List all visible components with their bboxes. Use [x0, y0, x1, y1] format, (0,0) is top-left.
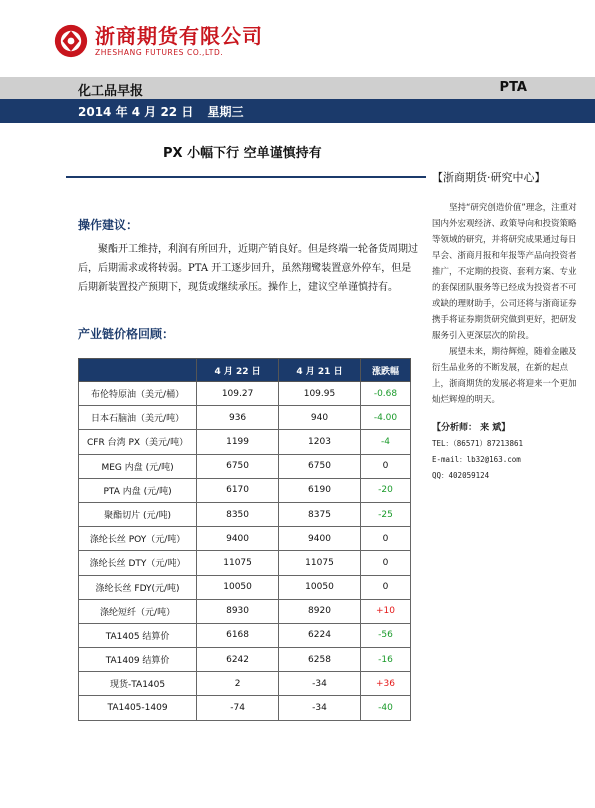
- table-row: [79, 478, 411, 502]
- table-row: [79, 527, 411, 551]
- apr22-value-cell: 8350: [197, 502, 279, 526]
- item-name-cell: 现货-TA1405: [79, 672, 197, 696]
- item-name-cell: TA1405-1409: [79, 696, 197, 720]
- change-value-cell: +10: [360, 599, 410, 623]
- change-value-cell: 0: [360, 527, 410, 551]
- report-category-band: [0, 77, 595, 99]
- table-row: [79, 502, 411, 526]
- table-row: [79, 551, 411, 575]
- apr21-value-cell: 8920: [279, 599, 361, 623]
- item-name-cell: TA1409 结算价: [79, 648, 197, 672]
- change-value-cell: 0: [360, 575, 410, 599]
- apr22-value-cell: 6750: [197, 454, 279, 478]
- analyst-email: E-mail：lb32@163.com: [432, 455, 521, 464]
- sidebar-paragraph-2: 展望未来，期待辉煌，随着金融及衍生品业务的不断发展，在新的起点上，浙商期货的发展必将迎来一个更加灿烂辉煌的明天。: [432, 347, 577, 405]
- item-name-cell: MEG 内盘 (元/吨): [79, 454, 197, 478]
- header-item: [79, 359, 197, 382]
- table-row: [79, 648, 411, 672]
- report-date-band: [0, 99, 595, 123]
- table-row: [79, 575, 411, 599]
- apr21-value-cell: 8375: [279, 502, 361, 526]
- change-value-cell: -4.00: [360, 406, 410, 430]
- change-value-cell: -4: [360, 430, 410, 454]
- header-change: 涨跌幅: [360, 359, 410, 382]
- company-name-cn: 浙商期货有限公司: [95, 24, 263, 48]
- item-name-cell: 日本石脑油（美元/吨）: [79, 406, 197, 430]
- header-apr21: 4 月 21 日: [279, 359, 361, 382]
- table-row: [79, 696, 411, 720]
- logo-emblem-icon: [54, 24, 88, 58]
- apr22-value-cell: 109.27: [197, 382, 279, 406]
- report-date-weekday: 星期三: [207, 105, 244, 119]
- apr22-value-cell: 6168: [197, 623, 279, 647]
- apr22-value-cell: 936: [197, 406, 279, 430]
- report-date-day: 2014 年 4 月 22 日: [78, 105, 194, 119]
- advice-title: 操作建议：: [78, 218, 139, 232]
- report-category: 化工品早报: [78, 84, 144, 99]
- analyst-qq: QQ：402059124: [432, 471, 490, 480]
- item-name-cell: 涤纶长丝 FDY(元/吨): [79, 575, 197, 599]
- apr21-value-cell: 6750: [279, 454, 361, 478]
- sidebar-paragraph-1: 坚持“研究创造价值”理念，注重对国内外宏观经济、政策导向和投资策略等领域的研究，并将研究成果通过每日早会、浙商月报和年报等产品向投资者推广，不定期的投资、套利方案、专业的套保团队服务等已经成为投资者不可或缺的理财助手，公司还将与浙商证券携手将证券期货研究做到更好，把研发服务引入更深层次的阶段。: [432, 203, 577, 341]
- change-value-cell: +36: [360, 672, 410, 696]
- apr21-value-cell: 11075: [279, 551, 361, 575]
- price-table: [78, 358, 411, 721]
- apr21-value-cell: 6224: [279, 623, 361, 647]
- item-name-cell: 聚酯切片 (元/吨): [79, 502, 197, 526]
- apr22-value-cell: 1199: [197, 430, 279, 454]
- apr22-value-cell: -74: [197, 696, 279, 720]
- apr22-value-cell: 11075: [197, 551, 279, 575]
- table-row: [79, 454, 411, 478]
- apr21-value-cell: -34: [279, 696, 361, 720]
- report-date: [78, 103, 254, 120]
- table-row: [79, 406, 411, 430]
- item-name-cell: 涤纶长丝 POY（元/吨）: [79, 527, 197, 551]
- table-row: [79, 623, 411, 647]
- apr22-value-cell: 8930: [197, 599, 279, 623]
- company-logo: [54, 24, 263, 58]
- change-value-cell: -20: [360, 478, 410, 502]
- apr22-value-cell: 9400: [197, 527, 279, 551]
- item-name-cell: PTA 内盘 (元/吨): [79, 478, 197, 502]
- table-row: [79, 430, 411, 454]
- apr22-value-cell: 2: [197, 672, 279, 696]
- change-value-cell: -40: [360, 696, 410, 720]
- change-value-cell: -0.68: [360, 382, 410, 406]
- apr21-value-cell: 109.95: [279, 382, 361, 406]
- price-table-header: [79, 359, 411, 382]
- header-apr22: 4 月 22 日: [197, 359, 279, 382]
- apr21-value-cell: 10050: [279, 575, 361, 599]
- apr21-value-cell: 940: [279, 406, 361, 430]
- apr21-value-cell: 6258: [279, 648, 361, 672]
- item-name-cell: CFR 台湾 PX（美元/吨）: [79, 430, 197, 454]
- sidebar-title: 【浙商期货·研究中心】: [432, 171, 546, 184]
- item-name-cell: TA1405 结算价: [79, 623, 197, 647]
- table-row: [79, 382, 411, 406]
- apr21-value-cell: 9400: [279, 527, 361, 551]
- change-value-cell: 0: [360, 551, 410, 575]
- apr22-value-cell: 10050: [197, 575, 279, 599]
- change-value-cell: 0: [360, 454, 410, 478]
- advice-text: 聚酯开工维持，利润有所回升，近期产销良好。但是终端一轮备货周期过后，后期需求或将转弱。PTA 开工逐步回升，虽然翔鹭装置意外停车，但是后期新装置投产预期下，现货或继续承压。操作上，建议空单谨慎持有。: [78, 244, 418, 293]
- headline-divider: [66, 176, 426, 178]
- item-name-cell: 涤纶短纤（元/吨）: [79, 599, 197, 623]
- analyst-name: 【分析师： 来 斌】: [432, 423, 511, 433]
- change-value-cell: -25: [360, 502, 410, 526]
- apr22-value-cell: 6242: [197, 648, 279, 672]
- report-headline: PX 小幅下行 空单谨慎持有: [163, 146, 322, 161]
- apr21-value-cell: -34: [279, 672, 361, 696]
- apr21-value-cell: 6190: [279, 478, 361, 502]
- apr22-value-cell: 6170: [197, 478, 279, 502]
- table-row: [79, 672, 411, 696]
- report-product: PTA: [499, 80, 527, 95]
- change-value-cell: -16: [360, 648, 410, 672]
- change-value-cell: -56: [360, 623, 410, 647]
- item-name-cell: 布伦特原油（美元/桶）: [79, 382, 197, 406]
- research-center-sidebar: [432, 170, 582, 484]
- price-review-title: 产业链价格回顾：: [78, 327, 175, 341]
- table-row: [79, 599, 411, 623]
- item-name-cell: 涤纶长丝 DTY（元/吨）: [79, 551, 197, 575]
- analyst-contact: [432, 420, 582, 484]
- analyst-tel: TEL：（86571）87213861: [432, 439, 523, 448]
- company-name-en: ZHESHANG FUTURES CO.,LTD.: [95, 48, 224, 57]
- apr21-value-cell: 1203: [279, 430, 361, 454]
